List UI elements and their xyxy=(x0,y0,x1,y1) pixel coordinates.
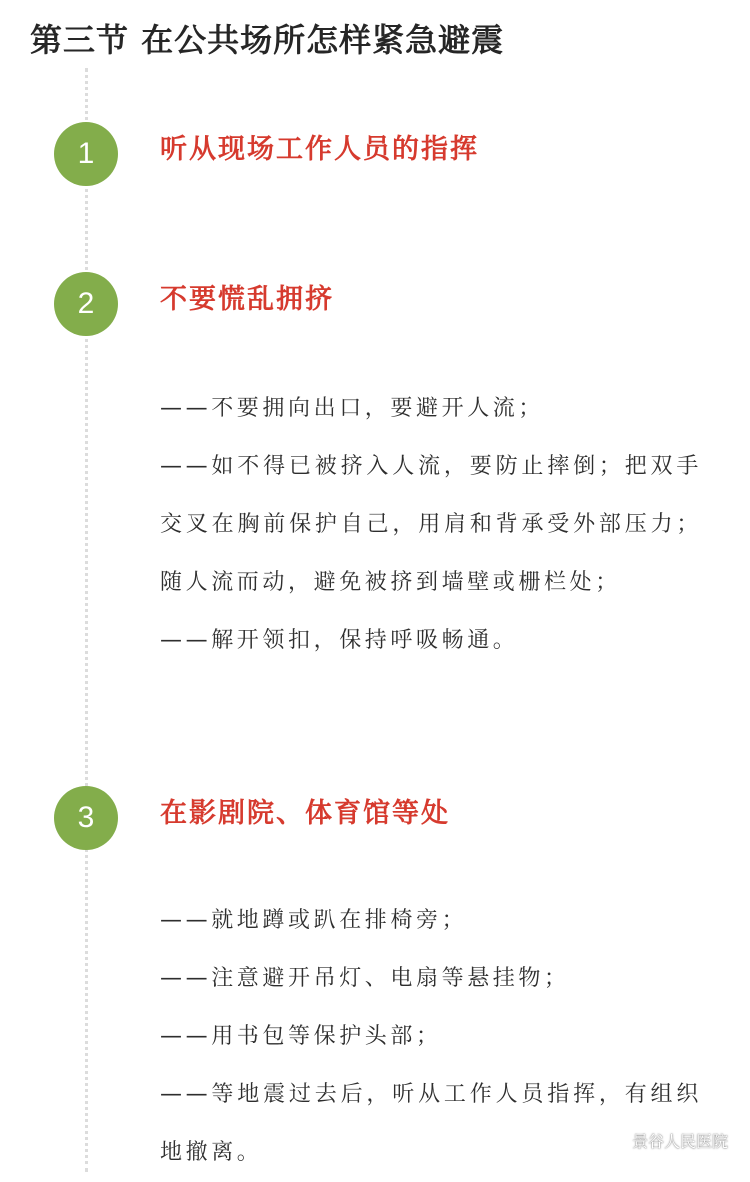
list-item: ——如不得已被挤入人流，要防止摔倒；把双手交叉在胸前保护自己，用肩和背承受外部压力；随人流而动，避免被挤到墙壁或栅栏处； xyxy=(160,454,702,595)
timeline-dotted-line xyxy=(85,68,88,1172)
step-number-badge: 1 xyxy=(54,122,118,186)
list-item: ——等地震过去后，听从工作人员指挥，有组织地撤离。 xyxy=(160,1082,702,1165)
step-heading: 不要慌乱拥挤 xyxy=(160,284,334,315)
list-item: ——解开领扣，保持呼吸畅通。 xyxy=(160,628,519,653)
step-content xyxy=(160,380,702,670)
list-item: ——注意避开吊灯、电扇等悬挂物； xyxy=(160,966,570,991)
wechat-icon xyxy=(604,1132,626,1150)
list-item: ——不要拥向出口，要避开人流； xyxy=(160,396,545,421)
step-heading: 听从现场工作人员的指挥 xyxy=(160,134,479,165)
watermark-text: 景谷人民医院 xyxy=(631,1132,728,1151)
list-item: ——就地蹲或趴在排椅旁； xyxy=(160,908,468,933)
step-heading: 在影剧院、体育馆等处 xyxy=(160,798,450,829)
source-watermark xyxy=(604,1129,728,1152)
step-number-badge: 2 xyxy=(54,272,118,336)
list-item: ——用书包等保护头部； xyxy=(160,1024,442,1049)
step-number-badge: 3 xyxy=(54,786,118,850)
page-title: 第三节 在公共场所怎样紧急避震 xyxy=(30,21,505,59)
